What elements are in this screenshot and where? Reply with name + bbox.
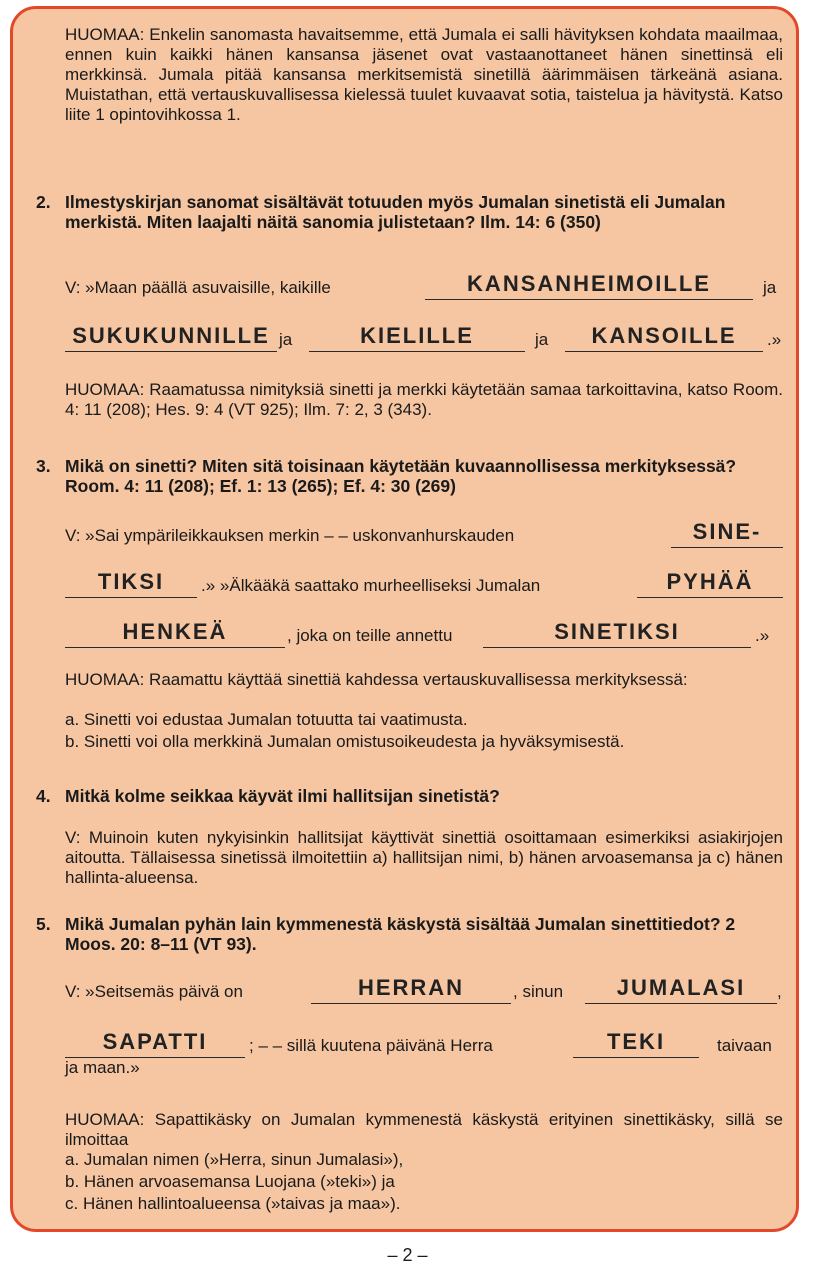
q3-note-a: a. Sinetti voi edustaa Jumalan totuutta tai vaatimusta.: [65, 710, 468, 729]
q5-comma: ,: [777, 982, 782, 1001]
q2-word-ja-3: ja: [535, 330, 549, 349]
q5-blank-teki[interactable]: TEKI: [573, 1025, 699, 1058]
q2-answer-line-2: [65, 318, 783, 354]
q3-answer-line-1: [65, 514, 783, 550]
q2-end: .»: [767, 330, 782, 349]
q5-answer-line-1: [65, 970, 783, 1006]
q3-answer-line-2: [65, 564, 783, 600]
question-2-number: 2.: [36, 192, 51, 212]
q2-word-ja-2: ja: [279, 330, 293, 349]
q5-note-a: a. Jumalan nimen (»Herra, sinun Jumalasi»),: [65, 1150, 404, 1169]
question-5-number: 5.: [36, 914, 51, 934]
q3-note-b: b. Sinetti voi olla merkkinä Jumalan omistusoikeudesta ja hyväksymisestä.: [65, 732, 625, 751]
question-4-number: 4.: [36, 786, 51, 806]
note-intro: HUOMAA: Enkelin sanomasta havaitsemme, että Jumala ei salli hävityksen kohdata maailmaa, ennen kuin kaikki hänen kansansa jäsenet ovat vastaanottaneet hänen sinettinsä eli merkkinsä. Jumala pitää kansansa merkitsemistä sinetillä äärimmäisen tärkeänä asiana. Muistathan, että vertauskuvallisessa kielessä tuulet kuvaavat sotia, taistelua ja hävitystä. Katso liite 1 opintovihkossa 1.: [65, 25, 783, 124]
q5-mid-text-3: taivaan: [717, 1036, 772, 1055]
question-2-text: Ilmestyskirjan sanomat sisältävät totuuden myös Jumalan sinetistä eli Jumalan merkistä. Miten laajalti näitä sanomia julistetaan? Ilm. 14: 6 (350): [65, 192, 726, 232]
q2-word-ja-1: ja: [763, 278, 777, 297]
q5-blank-sapatti[interactable]: SAPATTI: [65, 1025, 245, 1058]
q4-answer: V: Muinoin kuten nykyisinkin hallitsijat käyttivät sinettiä osoittamaan esimerkiksi asiakirjojen aitoutta. Tällaisessa sinetissä ilmoitettiin a) hallitsijan nimi, b) hänen arvoasemansa ja c) hänen hallinta-alueensa.: [65, 828, 783, 887]
q3-blank-sinetiksi[interactable]: SINETIKSI: [483, 615, 751, 648]
q2-answer-prefix: V: »Maan päällä asuvaisille, kaikille: [65, 278, 331, 297]
q2-blank-kansanheimoille[interactable]: KANSANHEIMOILLE: [425, 267, 753, 300]
question-3-number: 3.: [36, 456, 51, 476]
q5-mid-text-1: , sinun: [513, 982, 564, 1001]
q3-note-head: HUOMAA: Raamattu käyttää sinettiä kahdessa vertauskuvallisessa merkityksessä:: [65, 670, 688, 689]
question-5-text: Mikä Jumalan pyhän lain kymmenestä käskystä sisältää Jumalan sinettitiedot? 2 Moos. 20: 8–11 (VT 93).: [65, 914, 736, 954]
q3-answer-prefix: V: »Sai ympärileikkauksen merkin – – uskonvanhurskauden: [65, 526, 515, 545]
q3-mid-text-1: .» »Älkääkä saattako murheelliseksi Jumalan: [201, 576, 541, 595]
q5-note-b: b. Hänen arvoasemansa Luojana (»teki») ja: [65, 1172, 395, 1191]
q5-blank-herran[interactable]: HERRAN: [311, 971, 511, 1004]
q5-answer-prefix: V: »Seitsemäs päivä on: [65, 982, 243, 1001]
q2-answer-line-1: [65, 266, 783, 302]
question-4-text: Mitkä kolme seikkaa käyvät ilmi hallitsijan sinetistä?: [65, 786, 500, 806]
q3-end: .»: [755, 626, 770, 645]
q2-blank-sukukunnille[interactable]: SUKUKUNNILLE: [65, 319, 277, 352]
q3-blank-pyhaa[interactable]: PYHÄÄ: [637, 565, 783, 598]
q2-note: HUOMAA: Raamatussa nimityksiä sinetti ja merkki käytetään samaa tarkoittavina, katso Room. 4: 11 (208); Hes. 9: 4 (VT 925); Ilm. 7: 2, 3 (343).: [65, 380, 783, 419]
q3-blank-sinetiksi-part1[interactable]: SINE-: [671, 515, 783, 548]
q2-blank-kansoille[interactable]: KANSOILLE: [565, 319, 763, 352]
q5-note-head: HUOMAA: Sapattikäsky on Jumalan kymmenestä käskystä erityinen sinettikäsky, sillä se ilmoittaa: [65, 1110, 783, 1149]
q5-answer-end: ja maan.»: [65, 1058, 140, 1077]
q5-note-c: c. Hänen hallintoalueensa (»taivas ja maa»).: [65, 1194, 401, 1213]
q5-mid-text-2: ; – – sillä kuutena päivänä Herra: [249, 1036, 493, 1055]
q3-answer-line-3: [65, 614, 783, 650]
q3-mid-text-2: , joka on teille annettu: [287, 626, 453, 645]
q3-blank-henkea[interactable]: HENKEÄ: [65, 615, 285, 648]
q2-blank-kielille[interactable]: KIELILLE: [309, 319, 525, 352]
q5-blank-jumalasi[interactable]: JUMALASI: [585, 971, 777, 1004]
q5-answer-line-2: [65, 1024, 783, 1060]
question-3-text: Mikä on sinetti? Miten sitä toisinaan käytetään kuvaannollisessa merkityksessä? Room. 4: 11 (208); Ef. 1: 13 (265); Ef. 4: 30 (269): [65, 456, 737, 496]
page-number: – 2 –: [387, 1245, 428, 1265]
q3-blank-sinetiksi-part2[interactable]: TIKSI: [65, 565, 197, 598]
